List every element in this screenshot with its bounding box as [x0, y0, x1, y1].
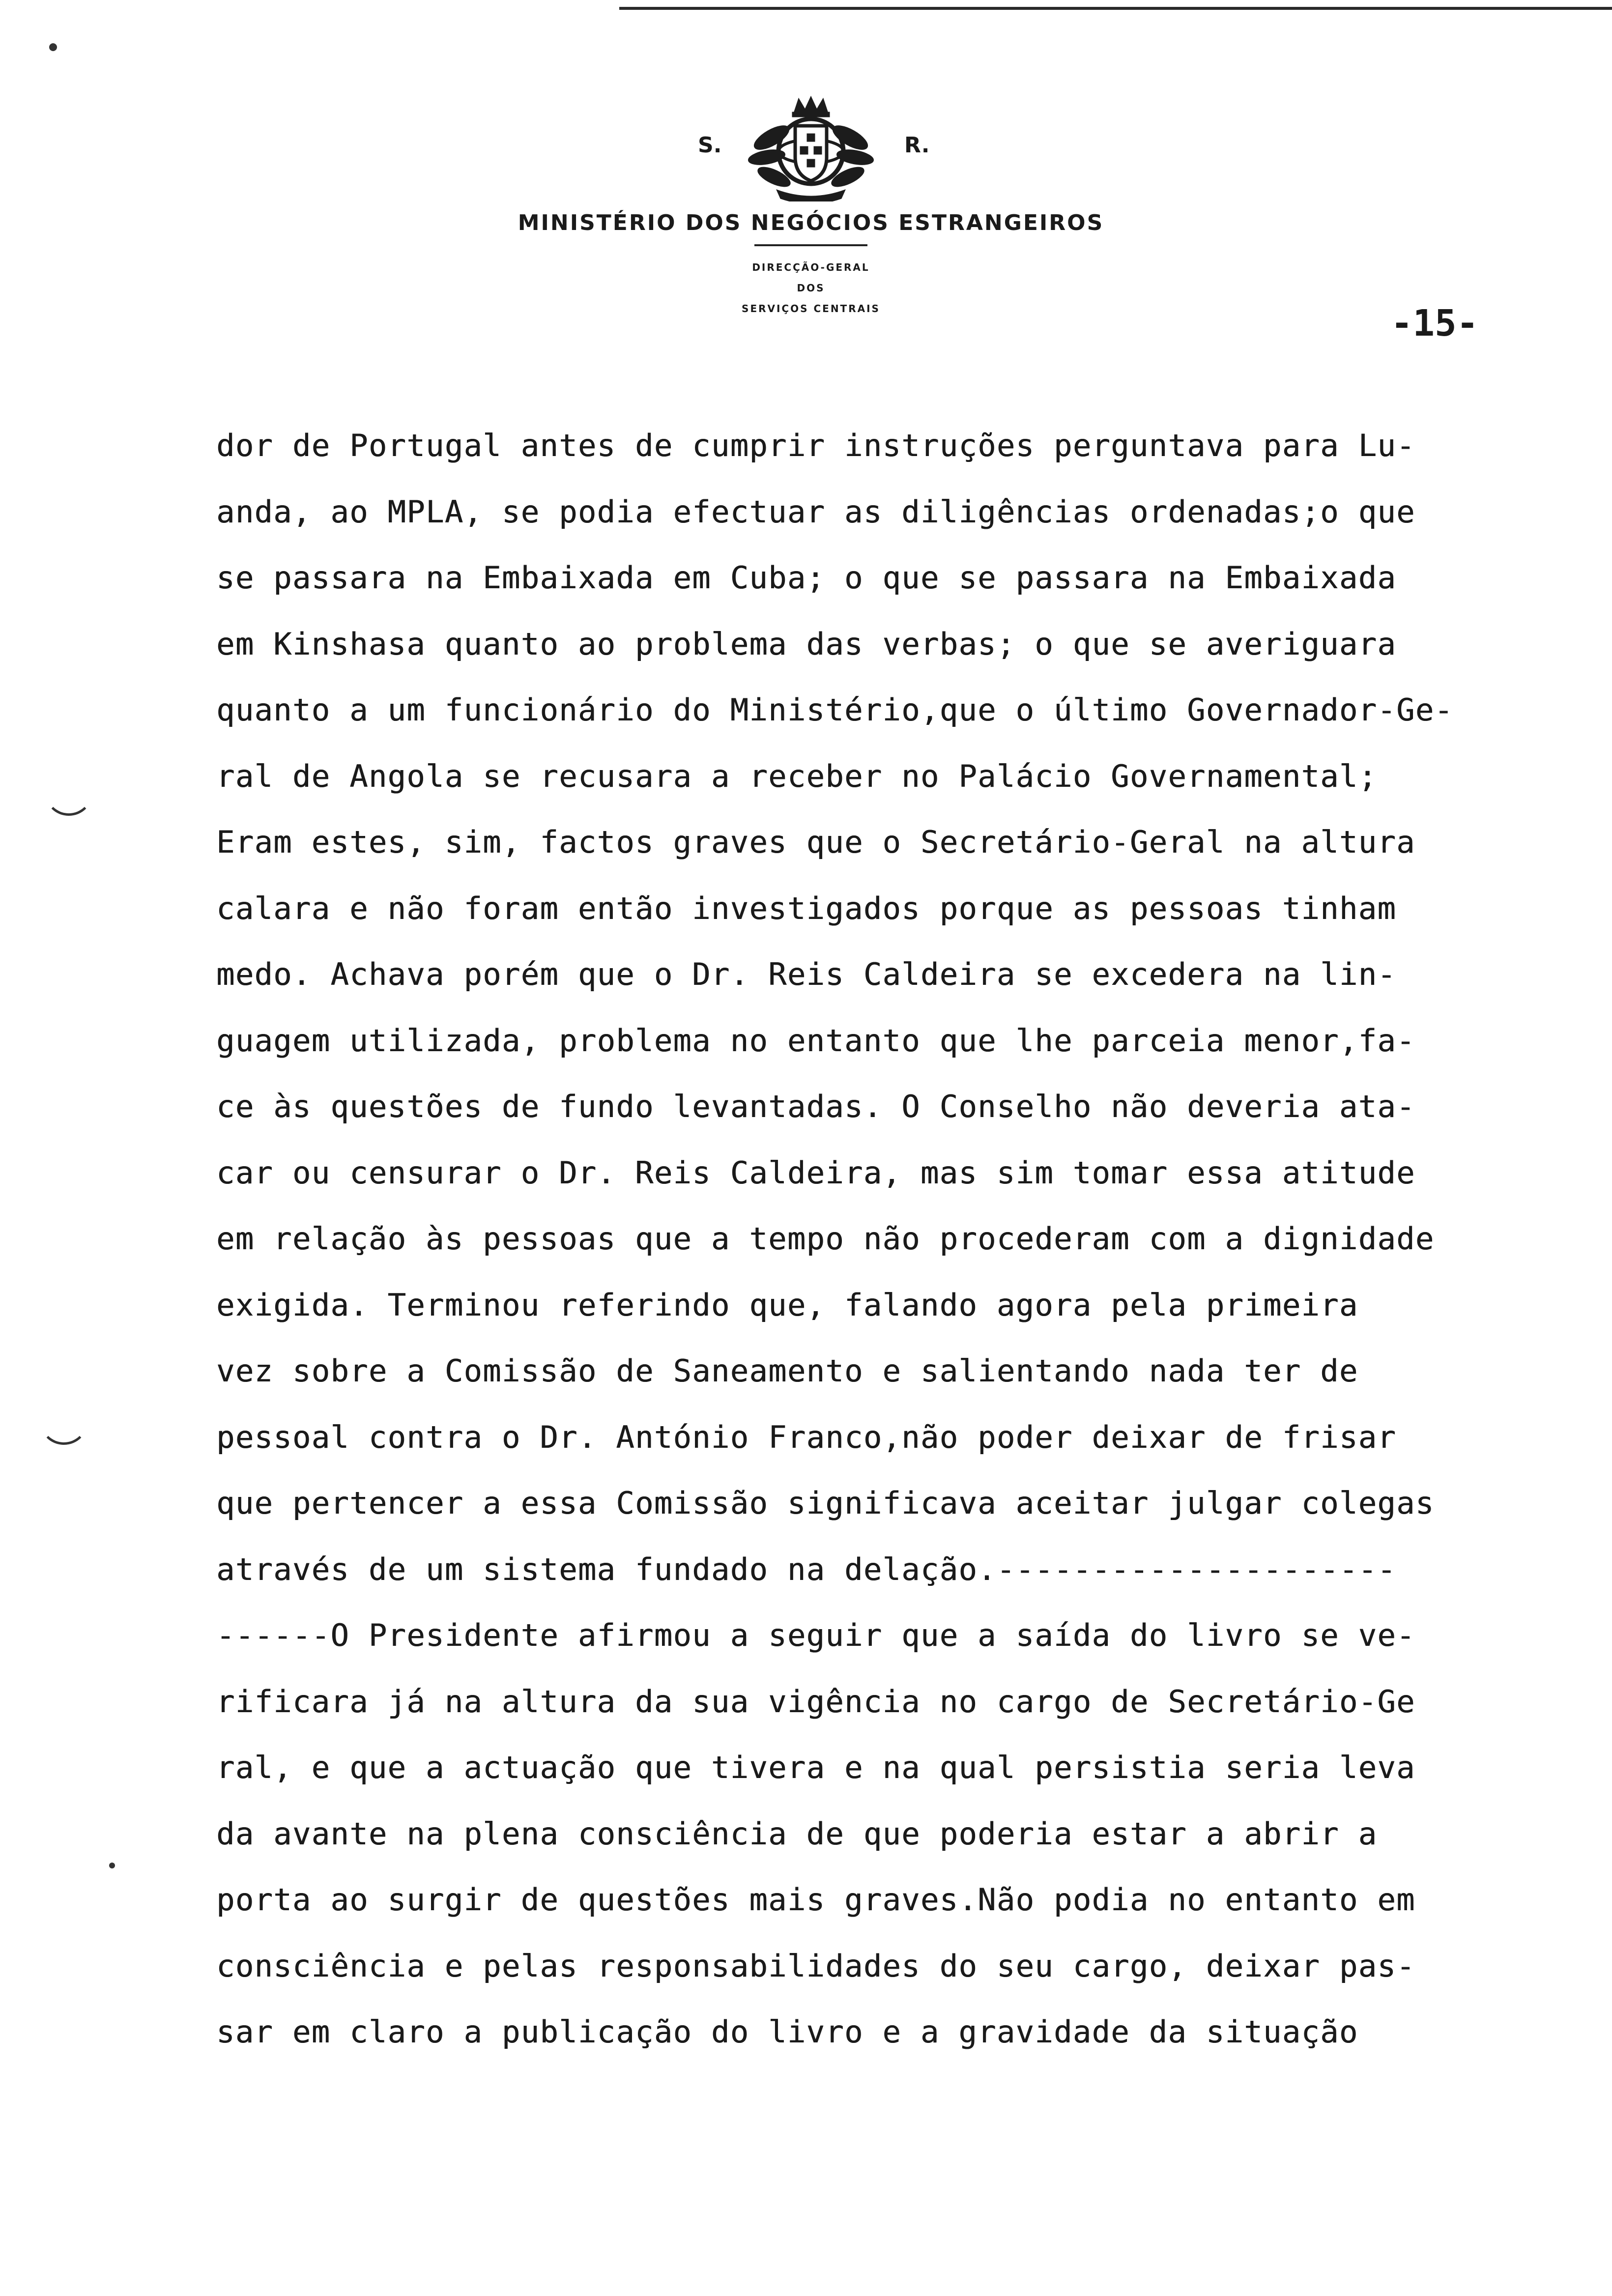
text-line: da avante na plena consciência de que poderia estar a abrir a: [216, 1815, 1378, 1852]
text-line: se passara na Embaixada em Cuba; o que se passara na Embaixada: [216, 560, 1397, 596]
text-line: calara e não foram então investigados porque as pessoas tinham: [216, 890, 1397, 926]
letterhead-initial-s: S.: [698, 133, 722, 158]
text-line: ------O Presidente afirmou a seguir que a saída do livro se ve-: [216, 1617, 1415, 1653]
letterhead-initial-r: R.: [904, 133, 930, 158]
header-divider: [754, 244, 867, 246]
text-line: rificara já na altura da sua vigência no cargo de Secretário-Ge: [216, 1683, 1415, 1720]
text-line: através de um sistema fundado na delação.---------------------: [216, 1551, 1397, 1587]
text-line: em relação às pessoas que a tempo não procederam com a dignidade: [216, 1221, 1435, 1257]
coat-of-arms-icon: [747, 93, 875, 201]
text-line: quanto a um funcionário do Ministério,que o último Governador-Ge-: [216, 692, 1454, 728]
text-line: sar em claro a publicação do livro e a gravidade da situação: [216, 2014, 1358, 2050]
department-line: DOS: [797, 282, 825, 294]
text-line: dor de Portugal antes de cumprir instruções perguntava para Lu-: [216, 428, 1415, 463]
text-line: ral, e que a actuação que tivera e na qual persistia seria leva: [216, 1750, 1415, 1785]
text-line: medo. Achava porém que o Dr. Reis Caldeira se excedera na lin-: [216, 956, 1397, 992]
text-line: anda, ao MPLA, se podia efectuar as diligências ordenadas;o que: [216, 493, 1415, 530]
scan-speck: [109, 1863, 115, 1868]
text-line: ce às questões de fundo levantadas. O Conselho não deveria ata-: [216, 1089, 1415, 1124]
text-line: Eram estes, sim, factos graves que o Secretário-Geral na altura: [216, 824, 1415, 860]
crest-row: [516, 93, 1106, 206]
text-line: consciência e pelas responsabilidades do seu cargo, deixar pas-: [216, 1948, 1415, 1984]
margin-mark: [44, 767, 93, 816]
text-line: exigida. Terminou referindo que, falando agora pela primeira: [216, 1287, 1358, 1323]
text-line: pessoal contra o Dr. António Franco,não poder deixar de frisar: [216, 1419, 1397, 1455]
text-line: que pertencer a essa Comissão significava aceitar julgar colegas: [216, 1485, 1435, 1521]
text-line: ral de Angola se recusara a receber no Palácio Governamental;: [216, 758, 1378, 794]
text-line: vez sobre a Comissão de Saneamento e salientando nada ter de: [216, 1353, 1358, 1389]
ministry-name: MINISTÉRIO DOS NEGÓCIOS ESTRANGEIROS: [518, 210, 1104, 235]
department-line: SERVIÇOS CENTRAIS: [742, 303, 880, 315]
top-edge-rule: [619, 7, 1612, 10]
page-number: -15-: [1391, 302, 1479, 344]
text-line: porta ao surgir de questões mais graves.Não podia no entanto em: [216, 1882, 1415, 1918]
text-line: car ou censurar o Dr. Reis Caldeira, mas sim tomar essa atitude: [216, 1154, 1415, 1191]
text-line: guagem utilizada, problema no entanto que lhe parceia menor,fa-: [216, 1022, 1415, 1059]
scan-speck: [49, 43, 57, 51]
margin-mark: [39, 1396, 88, 1445]
document-body: [216, 413, 1553, 2066]
letterhead: [516, 93, 1106, 319]
department-line: DIRECÇÃO-GERAL: [752, 261, 870, 273]
text-line: em Kinshasa quanto ao problema das verbas; o que se averiguara: [216, 626, 1397, 662]
